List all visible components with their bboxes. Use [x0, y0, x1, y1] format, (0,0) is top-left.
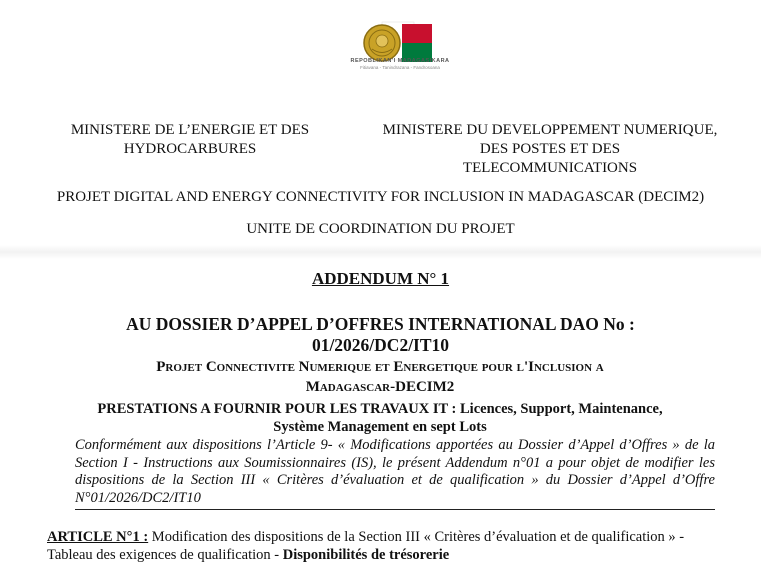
dao-title — [0, 314, 761, 356]
services-title — [30, 400, 730, 436]
services-line2: Système Management en sept Lots — [273, 419, 487, 435]
ministry-left-line1: MINISTERE DE L’ENERGIE ET DES — [70, 122, 310, 138]
dao-title-line2: 01/2026/DC2/IT10 — [311, 335, 450, 355]
project-name: PROJET DIGITAL AND ENERGY CONNECTIVITY FOR INCLUSION IN MADAGASCAR (DECIM2) — [56, 189, 705, 205]
services-line1: PRESTATIONS A FOURNIR POUR LES TRAVAUX IT : Licences, Support, Maintenance, — [97, 401, 663, 417]
article-text: Modification des dispositions de la Section III « Critères d’évaluation et de qualification » - Tableau des exigences de qualification - — [47, 529, 685, 563]
project-french-title — [60, 357, 700, 397]
article-label: ARTICLE N°1 : — [47, 529, 149, 545]
ministry-right-line2: DES POSTES ET DES — [479, 141, 621, 157]
unit-name: UNITE DE COORDINATION DU PROJET — [246, 221, 515, 237]
header-separator — [0, 245, 761, 259]
ministry-right-line3: TELECOMMUNICATIONS — [462, 160, 638, 176]
project-fr-line1: Projet Connectivite Numerique et Energetique pour l'Inclusion a — [156, 359, 604, 375]
addendum-title — [0, 269, 761, 289]
republic-motto: Fitiavana - Tanindrazana - Fandrosoana — [360, 65, 440, 70]
ministry-left-line2: HYDROCARBURES — [123, 141, 257, 157]
ministry-right-line1: MINISTERE DU DEVELOPPEMENT NUMERIQUE, — [382, 122, 718, 138]
ministry-digital — [365, 121, 735, 178]
ministry-energy — [40, 121, 340, 159]
dao-title-line1: AU DOSSIER D’APPEL D’OFFRES INTERNATIONAL DAO No : — [126, 314, 635, 334]
addendum-title-text: ADDENDUM N° 1 — [311, 269, 450, 288]
republic-label: REPOBLIKAN'I MADAGASIKARA — [350, 58, 450, 64]
intro-paragraph: Conformément aux dispositions l’Article 9- « Modifications apportées au Dossier d’Appel d’Offres » de la Section I - Instructions aux Soumissionnaires (IS), le présent Addendum n°01 a pour objet de modifier les dispositions de la Section III « Critères d’évaluation et de qualification » du Dossier d’Appel d’Offre N°01/2026/DC2/IT10 — [75, 437, 715, 506]
article-bold-text: Disponibilités de trésorerie — [282, 547, 450, 563]
intro-underline — [75, 509, 715, 510]
article-1 — [47, 528, 687, 564]
project-fr-line2: Madagascar-DECIM2 — [305, 379, 455, 395]
